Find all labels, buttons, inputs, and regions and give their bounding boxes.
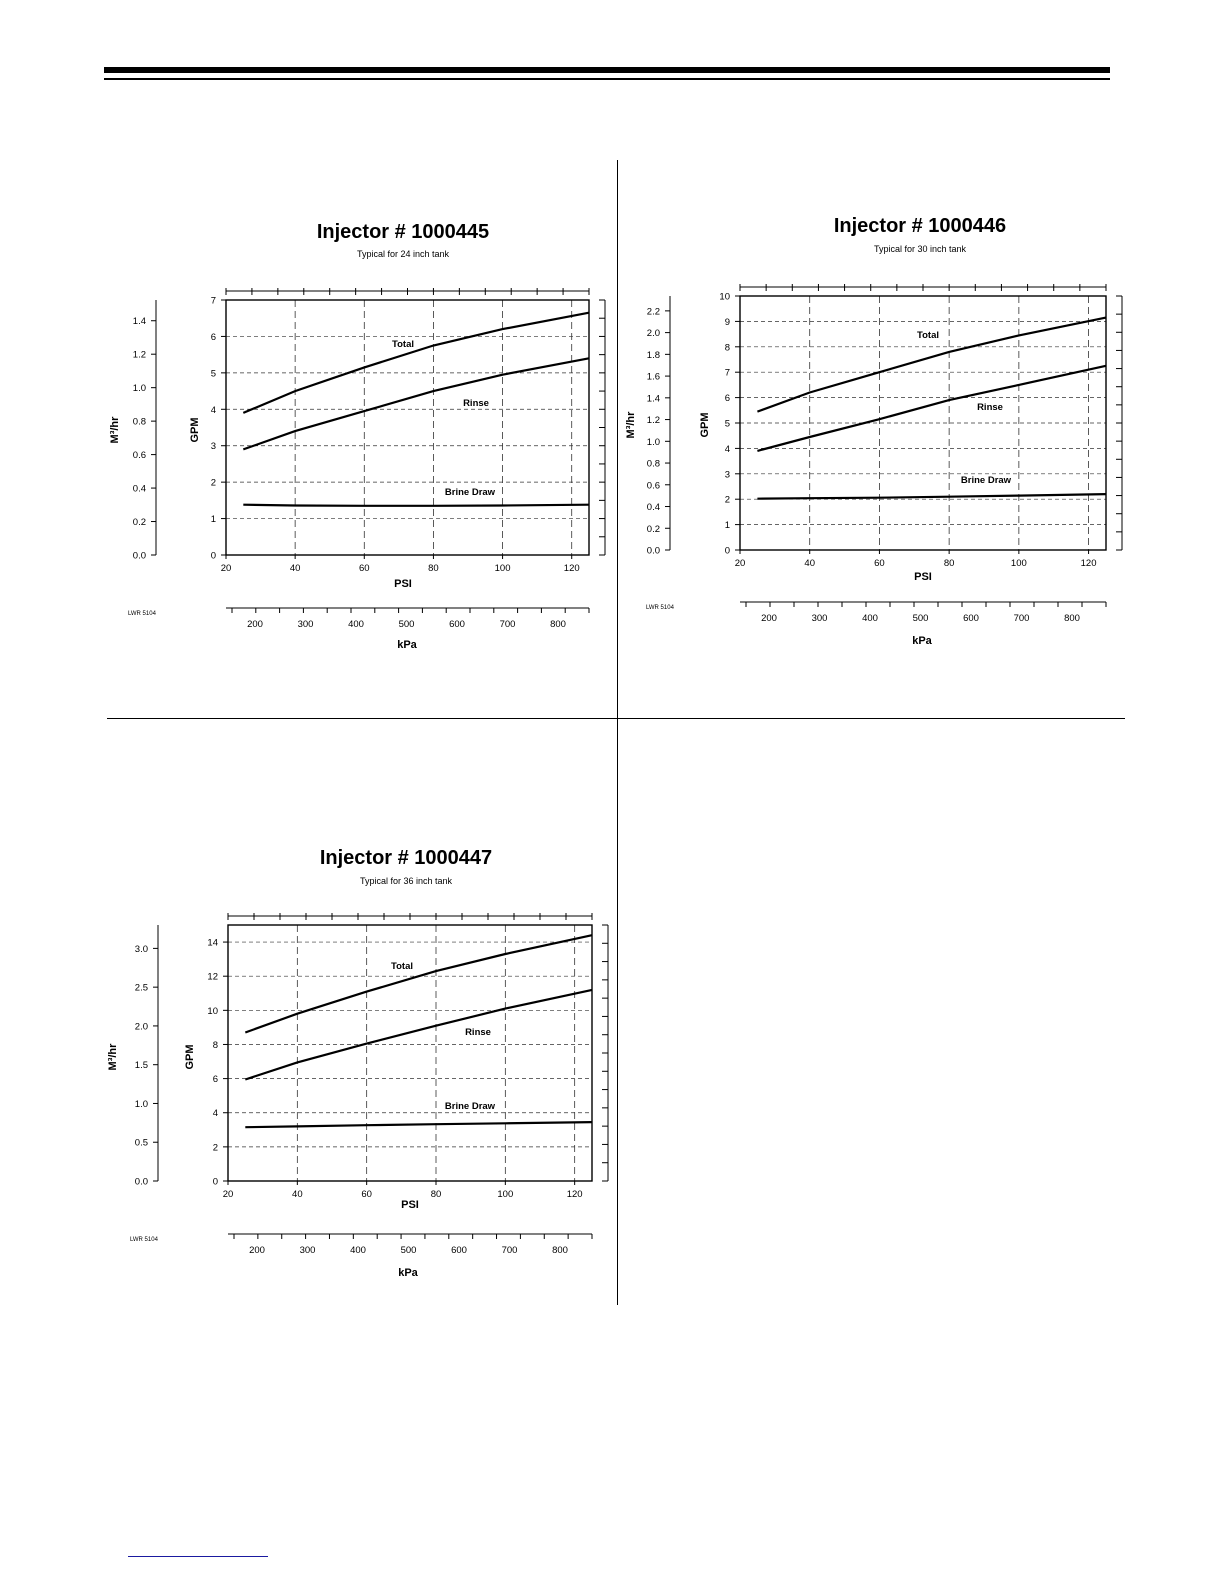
y-tick-label: 9 [724,316,730,328]
x-tick-label: 40 [292,1189,303,1200]
y2-tick-label: 0.4 [646,502,660,514]
kpa-tick-label: 500 [398,619,415,630]
y-tick-label: 7 [210,295,216,307]
y2-tick-label: 1.5 [134,1060,148,1072]
y2-tick-label: 1.8 [646,349,660,361]
y2-tick-label: 2.5 [134,982,148,994]
y2-axis-label: M³/hr [625,411,637,439]
plot-area [133,288,605,630]
y2-tick-label: 0.0 [646,545,660,557]
chart-title: Injector # 1000446 [833,215,1007,237]
x-tick-label: 100 [494,563,511,574]
y-tick-label: 2 [724,494,730,506]
y-tick-label: 12 [207,971,218,983]
y-tick-label: 3 [210,441,216,453]
y2-tick-label: 0.2 [132,517,146,529]
y2-tick-label: 1.4 [132,316,146,328]
y2-tick-label: 2.2 [646,306,660,318]
kpa-tick-label: 400 [862,613,878,624]
y-axis-label: GPM [189,417,201,443]
y2-tick-label: 0.8 [132,416,146,428]
x-tick-label: 20 [734,558,746,569]
y-tick-label: 5 [724,418,730,430]
x-tick-label: 120 [566,1189,583,1200]
y2-tick-label: 1.0 [134,1098,148,1110]
chart-svg [620,210,1125,660]
footnote-rule [128,1556,268,1557]
panel-divider-horizontal [107,718,1125,719]
y-tick-label: 6 [210,331,216,343]
chart-subtitle: Typical for 30 inch tank [873,244,967,254]
kpa-tick-label: 700 [1013,613,1030,624]
kpa-tick-label: 800 [1064,613,1080,624]
x-tick-label: 40 [804,558,816,569]
x-tick-label: 120 [1080,558,1097,569]
y2-axis-label: M³/hr [107,1043,119,1071]
y-axis-label: GPM [184,1044,196,1070]
y-tick-label: 1 [210,514,216,526]
y-tick-label: 6 [724,393,730,405]
y2-tick-label: 0.5 [134,1137,148,1149]
plot-area [647,284,1122,624]
series-line-brine-draw [243,505,589,506]
y-tick-label: 0 [724,545,730,557]
series-label: Total [391,961,413,972]
y2-tick-label: 0.2 [646,523,660,535]
chart-note: LWR 5104 [128,611,156,617]
x-tick-label: 80 [428,563,439,574]
x-tick-label: 100 [1010,558,1027,569]
x-tick-label: 20 [220,563,232,574]
series-label: Total [392,339,414,350]
kpa-tick-label: 500 [400,1245,417,1256]
y-tick-label: 5 [210,368,216,380]
kpa-axis-label: kPa [398,1267,418,1279]
chart-injector-1000446 [620,210,1125,660]
x-tick-label: 80 [430,1189,442,1200]
kpa-tick-label: 800 [552,1245,568,1256]
header-rule-thick [104,67,1110,73]
y-tick-label: 14 [207,937,218,949]
y2-tick-label: 1.0 [646,436,660,448]
x-tick-label: 60 [874,558,885,569]
series-label: Total [917,330,939,341]
kpa-tick-label: 500 [912,613,929,624]
y-tick-label: 8 [724,342,730,354]
y2-tick-label: 0.6 [132,450,146,462]
y2-axis-label: M³/hr [109,416,121,444]
y-tick-label: 10 [207,1005,218,1017]
y-tick-label: 4 [210,404,216,416]
y-tick-label: 2 [212,1142,218,1154]
kpa-tick-label: 700 [501,1245,518,1256]
y-tick-label: 7 [724,367,730,379]
y2-tick-label: 0.0 [132,550,146,562]
y-axis-label: GPM [699,412,711,438]
y2-tick-label: 2.0 [134,1021,148,1033]
y-tick-label: 3 [724,469,730,481]
y2-tick-label: 0.6 [646,480,660,492]
y-tick-label: 0 [212,1176,218,1188]
kpa-tick-label: 400 [350,1245,366,1256]
y-tick-label: 10 [719,291,730,303]
x-tick-label: 120 [563,563,580,574]
chart-subtitle: Typical for 36 inch tank [359,876,453,886]
kpa-tick-label: 600 [449,619,465,630]
kpa-tick-label: 800 [550,619,566,630]
y-tick-label: 6 [212,1074,218,1086]
x-axis-label: PSI [914,571,932,583]
y2-tick-label: 3.0 [134,943,148,955]
chart-note: LWR 5104 [646,605,674,611]
y2-tick-label: 2.0 [646,328,660,340]
y2-tick-label: 0.4 [132,483,146,495]
x-tick-label: 80 [943,558,955,569]
kpa-axis-label: kPa [397,639,417,651]
series-label: Rinse [463,398,489,409]
y2-tick-label: 1.0 [132,383,146,395]
y2-tick-label: 1.4 [646,393,660,405]
series-label: Rinse [977,402,1003,413]
header-rule-thin [104,78,1110,80]
kpa-axis-label: kPa [912,635,932,647]
x-tick-label: 60 [361,1189,372,1200]
chart-injector-1000447 [100,842,605,1292]
kpa-tick-label: 200 [247,619,263,630]
x-axis-label: PSI [401,1199,419,1211]
chart-note: LWR 5104 [130,1237,158,1243]
kpa-tick-label: 600 [451,1245,467,1256]
x-tick-label: 100 [497,1189,514,1200]
plot-area [135,913,608,1256]
kpa-tick-label: 700 [499,619,516,630]
series-label: Rinse [465,1027,491,1038]
y-tick-label: 8 [212,1039,218,1051]
y-tick-label: 4 [724,443,730,455]
x-axis-label: PSI [394,578,412,590]
y2-tick-label: 1.2 [132,349,146,361]
kpa-tick-label: 300 [299,1245,316,1256]
chart-title: Injector # 1000447 [319,847,493,869]
kpa-tick-label: 400 [348,619,364,630]
x-tick-label: 20 [222,1189,234,1200]
y-tick-label: 1 [724,520,730,532]
chart-subtitle: Typical for 24 inch tank [356,249,450,259]
y-tick-label: 4 [212,1108,218,1120]
panel-divider-vertical [617,160,618,1305]
chart-svg [100,210,600,660]
series-label: Brine Draw [444,1101,496,1112]
chart-title: Injector # 1000445 [316,221,490,243]
y2-tick-label: 1.6 [646,371,660,383]
series-label: Brine Draw [444,487,496,498]
x-tick-label: 60 [358,563,370,574]
x-tick-label: 40 [289,563,301,574]
kpa-tick-label: 300 [811,613,828,624]
kpa-tick-label: 300 [297,619,314,630]
chart-svg [100,842,605,1292]
kpa-tick-label: 200 [761,613,777,624]
series-label: Brine Draw [960,475,1012,486]
kpa-tick-label: 200 [249,1245,265,1256]
y2-tick-label: 1.2 [646,415,660,427]
y2-tick-label: 0.0 [134,1176,148,1188]
y-tick-label: 0 [210,550,216,562]
y2-tick-label: 0.8 [646,458,660,470]
chart-injector-1000445 [100,210,600,660]
y-tick-label: 2 [210,477,216,489]
kpa-tick-label: 600 [963,613,979,624]
